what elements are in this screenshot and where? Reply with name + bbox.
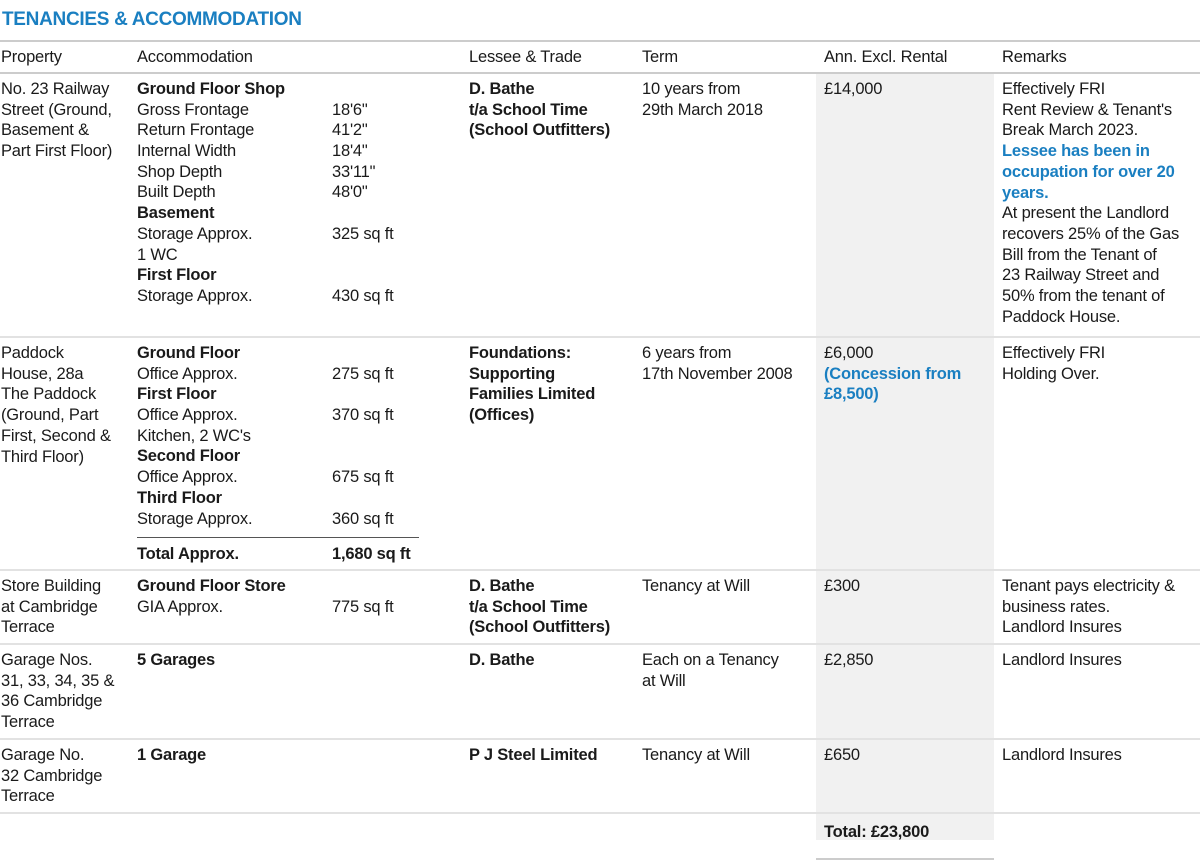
accommodation-line	[137, 597, 468, 618]
rental-cell	[816, 337, 994, 570]
lessee-line: t/a School Time	[469, 597, 588, 616]
remarks-line: 50% from the tenant of	[1002, 287, 1165, 306]
lessee-line: D. Bathe	[469, 577, 535, 595]
accommodation-total-label: Total Approx.	[137, 545, 239, 564]
property-line: 36 Cambridge	[1, 692, 103, 711]
accommodation-line	[137, 343, 468, 364]
rental-cell	[816, 739, 994, 813]
remarks-line: At present the Landlord	[1002, 204, 1169, 223]
lessee-line: (Offices)	[469, 406, 535, 425]
term-line: Each on a Tenancy	[642, 651, 779, 669]
tenancy-schedule-table	[0, 40, 1200, 860]
remarks-cell	[994, 739, 1200, 813]
remarks-line: Holding Over.	[1002, 364, 1100, 383]
accommodation-value: 775 sq ft	[332, 597, 394, 616]
accommodation-cell	[130, 739, 468, 813]
rental-line: £14,000	[824, 80, 883, 98]
accommodation-value: 33'11"	[332, 162, 376, 181]
term-cell	[640, 73, 816, 337]
accommodation-line	[137, 576, 468, 597]
remarks-cell	[994, 644, 1200, 739]
property-line: (Ground, Part	[1, 406, 99, 425]
lessee-cell	[468, 644, 640, 739]
accommodation-label: Second Floor	[137, 447, 241, 466]
lessee-cell	[468, 570, 640, 644]
rental-line: £300	[824, 577, 860, 595]
total-rental: Total: £23,800	[816, 813, 994, 859]
term-line: 17th November 2008	[642, 364, 793, 383]
rental-line: £2,850	[824, 651, 874, 669]
accommodation-label: Office Approx.	[137, 468, 238, 487]
table-row	[0, 570, 1200, 644]
table-row	[0, 73, 1200, 337]
remarks-line: Landlord Insures	[1002, 651, 1122, 669]
term-line: 29th March 2018	[642, 100, 763, 119]
accommodation-cell	[130, 73, 468, 337]
accommodation-label: Basement	[137, 204, 215, 223]
accommodation-line	[137, 650, 468, 671]
accommodation-value: 370 sq ft	[332, 406, 394, 425]
accommodation-line	[137, 100, 468, 121]
lessee-cell	[468, 73, 640, 337]
lessee-line: Supporting	[469, 364, 555, 383]
total-row	[0, 813, 1200, 859]
property-line: No. 23 Railway	[1, 80, 110, 98]
lessee-line: t/a School Time	[469, 100, 588, 119]
header-remarks: Remarks	[994, 41, 1200, 73]
remarks-line: Tenant pays electricity &	[1002, 577, 1175, 595]
property-line: 32 Cambridge	[1, 766, 103, 785]
property-line: Part First Floor)	[1, 142, 113, 161]
accommodation-value: 41'2"	[332, 121, 368, 140]
page-title: TENANCIES & ACCOMMODATION	[2, 9, 302, 30]
accommodation-label: Ground Floor Shop	[137, 80, 285, 98]
remarks-line: 23 Railway Street and	[1002, 266, 1160, 285]
accommodation-value: 430 sq ft	[332, 286, 394, 305]
remarks-line: Rent Review & Tenant's	[1002, 100, 1172, 119]
term-line: Tenancy at Will	[642, 577, 750, 595]
header-term: Term	[640, 41, 816, 73]
accommodation-label: First Floor	[137, 266, 217, 285]
property-line: Paddock	[1, 344, 64, 362]
accommodation-label: Storage Approx.	[137, 224, 253, 243]
accommodation-line	[137, 364, 468, 385]
accommodation-label: Shop Depth	[137, 162, 223, 181]
accommodation-line	[137, 203, 468, 224]
accommodation-line	[137, 182, 468, 203]
accommodation-label: GIA Approx.	[137, 597, 223, 616]
remarks-cell	[994, 73, 1200, 337]
accommodation-label: First Floor	[137, 385, 217, 404]
accommodation-value: 48'0"	[332, 183, 368, 202]
accommodation-value: 18'4"	[332, 142, 368, 161]
term-line: at Will	[642, 671, 686, 690]
rental-cell	[816, 570, 994, 644]
property-cell	[0, 644, 130, 739]
property-line: Store Building	[1, 577, 101, 595]
property-cell	[0, 337, 130, 570]
rental-cell	[816, 73, 994, 337]
property-line: at Cambridge	[1, 597, 98, 616]
remarks-line: Paddock House.	[1002, 307, 1121, 326]
rental-cell	[816, 644, 994, 739]
property-line: House, 28a	[1, 364, 84, 383]
accommodation-line	[137, 141, 468, 162]
remarks-line: Landlord Insures	[1002, 618, 1122, 637]
property-cell	[0, 73, 130, 337]
remarks-cell	[994, 570, 1200, 644]
rental-line: (Concession from	[824, 364, 962, 383]
term-line: 10 years from	[642, 80, 741, 98]
accommodation-line	[137, 245, 468, 266]
accommodation-label: Gross Frontage	[137, 100, 249, 119]
property-line: Street (Ground,	[1, 100, 112, 119]
property-cell	[0, 739, 130, 813]
accommodation-line	[137, 162, 468, 183]
lessee-line: D. Bathe	[469, 651, 535, 669]
accommodation-line	[137, 745, 468, 766]
property-line: 31, 33, 34, 35 &	[1, 671, 115, 690]
remarks-line: Effectively FRI	[1002, 80, 1106, 98]
term-cell	[640, 644, 816, 739]
accommodation-label: 1 Garage	[137, 746, 207, 764]
remarks-line: recovers 25% of the Gas	[1002, 224, 1179, 243]
accommodation-cell	[130, 337, 468, 570]
rental-line: £650	[824, 746, 860, 764]
accommodation-line	[137, 265, 468, 286]
remarks-line: Landlord Insures	[1002, 746, 1122, 764]
accommodation-line	[137, 405, 468, 426]
header-property: Property	[0, 41, 130, 73]
table-row	[0, 739, 1200, 813]
property-line: Garage Nos.	[1, 651, 93, 669]
accommodation-line	[137, 286, 468, 307]
remarks-line: Bill from the Tenant of	[1002, 245, 1157, 264]
accommodation-label: 1 WC	[137, 245, 178, 264]
term-cell	[640, 337, 816, 570]
property-line: Garage No.	[1, 746, 85, 764]
accommodation-value: 325 sq ft	[332, 224, 394, 243]
accommodation-label: Return Frontage	[137, 121, 255, 140]
header-rental: Ann. Excl. Rental	[816, 41, 994, 73]
property-line: Terrace	[1, 787, 55, 806]
accommodation-cell	[130, 644, 468, 739]
lessee-line: D. Bathe	[469, 80, 535, 98]
header-accommodation: Accommodation	[130, 41, 468, 73]
accommodation-value: 275 sq ft	[332, 364, 394, 383]
accommodation-value: 360 sq ft	[332, 509, 394, 528]
accommodation-label: Internal Width	[137, 142, 236, 161]
accommodation-label: Storage Approx.	[137, 509, 253, 528]
lessee-line: Families Limited	[469, 385, 596, 404]
accommodation-label: Storage Approx.	[137, 286, 253, 305]
remarks-cell	[994, 337, 1200, 570]
term-cell	[640, 739, 816, 813]
accommodation-total	[137, 537, 419, 565]
accommodation-line	[137, 120, 468, 141]
table-row	[0, 644, 1200, 739]
header-lessee: Lessee & Trade	[468, 41, 640, 73]
remarks-line: Effectively FRI	[1002, 344, 1106, 362]
accommodation-value: 675 sq ft	[332, 468, 394, 487]
accommodation-label: Ground Floor Store	[137, 577, 286, 595]
lessee-cell	[468, 337, 640, 570]
accommodation-line	[137, 224, 468, 245]
lessee-line: (School Outfitters)	[469, 618, 611, 637]
accommodation-line	[137, 509, 468, 530]
property-cell	[0, 570, 130, 644]
accommodation-line	[137, 467, 468, 488]
accommodation-line	[137, 488, 468, 509]
lessee-line: P J Steel Limited	[469, 746, 598, 764]
property-line: The Paddock	[1, 385, 97, 404]
accommodation-line	[137, 79, 468, 100]
remarks-highlight: Lessee has been in	[1002, 142, 1150, 161]
remarks-highlight: years.	[1002, 183, 1049, 202]
property-line: Terrace	[1, 713, 55, 732]
accommodation-label: Office Approx.	[137, 406, 238, 425]
lessee-line: Foundations:	[469, 344, 572, 362]
accommodation-line	[137, 446, 468, 467]
rental-line: £8,500)	[824, 385, 879, 404]
lessee-cell	[468, 739, 640, 813]
accommodation-label: Kitchen, 2 WC's	[137, 426, 251, 445]
term-line: Tenancy at Will	[642, 746, 750, 764]
property-line: Basement &	[1, 121, 89, 140]
accommodation-label: Ground Floor	[137, 344, 240, 362]
property-line: Terrace	[1, 618, 55, 637]
remarks-line: Break March 2023.	[1002, 121, 1139, 140]
accommodation-cell	[130, 570, 468, 644]
table-row	[0, 337, 1200, 570]
rental-line: £6,000	[824, 344, 874, 362]
property-line: Third Floor)	[1, 447, 84, 466]
accommodation-line	[137, 426, 468, 447]
remarks-line: business rates.	[1002, 597, 1110, 616]
accommodation-line	[137, 384, 468, 405]
accommodation-value: 18'6"	[332, 100, 368, 119]
accommodation-label: Office Approx.	[137, 364, 238, 383]
accommodation-total-value: 1,680 sq ft	[332, 545, 411, 564]
property-line: First, Second &	[1, 426, 111, 445]
lessee-line: (School Outfitters)	[469, 121, 611, 140]
accommodation-label: 5 Garages	[137, 651, 216, 669]
term-line: 6 years from	[642, 344, 732, 362]
remarks-highlight: occupation for over 20	[1002, 162, 1175, 181]
table-header-row	[0, 41, 1200, 73]
accommodation-label: Built Depth	[137, 183, 216, 202]
term-cell	[640, 570, 816, 644]
accommodation-label: Third Floor	[137, 488, 222, 507]
